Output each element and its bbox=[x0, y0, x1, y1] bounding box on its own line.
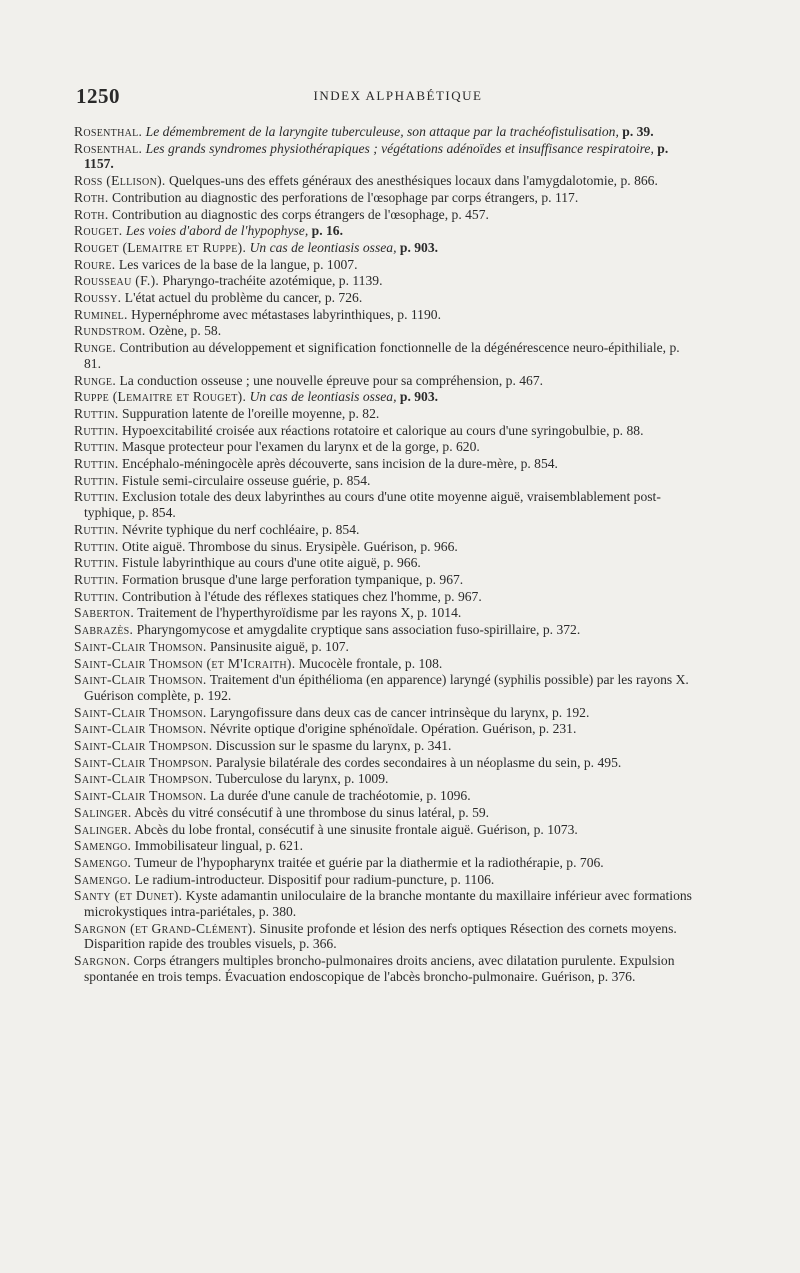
entry-author: Roussy. bbox=[74, 290, 122, 306]
entry-page: p. 620. bbox=[442, 439, 480, 455]
entry-title: Fistule semi-circulaire osseuse guérie, bbox=[121, 472, 330, 488]
entry-author: Saint-Clair Thompson. bbox=[74, 771, 213, 787]
entry-page: p. 1139. bbox=[338, 273, 383, 289]
entry-page: p. 967. bbox=[444, 588, 482, 604]
entry-page: p. 467. bbox=[505, 372, 544, 388]
entry-page: p. 380. bbox=[258, 904, 297, 920]
entry-page: p. 967. bbox=[425, 571, 464, 587]
entry-title: Paralysie bilatérale des cordes secondaires à un néoplasme du sein, bbox=[215, 754, 581, 770]
entry-author: Ruttin. bbox=[74, 405, 119, 421]
entry-title: Abcès du vitré consécutif à une thrombose du sinus latéral, bbox=[134, 804, 456, 820]
entry-author: Samengo. bbox=[74, 838, 132, 854]
entry-author: Santy (et Dunet). bbox=[74, 888, 183, 904]
entry-page: p. 376. bbox=[597, 968, 636, 984]
index-entry bbox=[74, 223, 694, 239]
entry-author: Ruppe (Lemaitre et Rouget). bbox=[74, 389, 247, 405]
entry-author: Ruttin. bbox=[74, 521, 119, 537]
entry-title: Mucocèle frontale, bbox=[298, 655, 402, 671]
entry-page: p. 117. bbox=[541, 189, 579, 205]
entry-author: Ruttin. bbox=[74, 588, 119, 604]
entry-page: p. 39. bbox=[622, 124, 654, 139]
index-entry bbox=[74, 273, 694, 289]
entry-page: p. 1073. bbox=[533, 821, 578, 837]
index-entry bbox=[74, 240, 694, 256]
entry-author: Ruttin. bbox=[74, 555, 119, 571]
entry-page: p. 966. bbox=[420, 538, 458, 554]
entry-author: Saint-Clair Thomson. bbox=[74, 638, 207, 654]
entry-title: Fistule labyrinthique au cours d'une otite aiguë, bbox=[121, 555, 380, 571]
index-entry bbox=[74, 855, 694, 871]
index-entry bbox=[74, 872, 694, 888]
entry-author: Saint-Clair Thomson. bbox=[74, 788, 207, 804]
entry-page: p. 366. bbox=[299, 936, 337, 952]
entry-title: Discussion sur le spasme du larynx, bbox=[215, 738, 411, 754]
index-entry bbox=[74, 124, 694, 140]
index-entry bbox=[74, 141, 694, 172]
entry-author: Ruttin. bbox=[74, 456, 119, 472]
entry-page: p. 1190. bbox=[397, 306, 441, 322]
index-entry bbox=[74, 406, 694, 422]
entry-title: Corps étrangers multiples broncho-pulmonaires droits anciens, avec dilatation purulente. Expulsion spontanée en trois temps. Évacuation endoscopique de l'abcès broncho-pulmonaire. Guérison, bbox=[84, 953, 675, 984]
entry-author: Rosenthal. bbox=[74, 140, 143, 156]
entry-author: Ruttin. bbox=[74, 538, 119, 554]
index-entry bbox=[74, 456, 694, 472]
entry-title: Traitement de l'hyperthyroïdisme par les rayons X, bbox=[137, 605, 414, 621]
entry-page: p. 16. bbox=[311, 223, 343, 239]
index-entry bbox=[74, 522, 694, 538]
entry-page: p. 726. bbox=[324, 290, 363, 306]
entry-author: Samengo. bbox=[74, 854, 132, 870]
entry-title: Ozène, bbox=[149, 323, 188, 339]
entry-page: p. 58. bbox=[190, 323, 222, 339]
entry-title: Tuberculose du larynx, bbox=[215, 771, 341, 787]
entry-author: Salinger. bbox=[74, 821, 132, 837]
entry-author: Rousseau (F.). bbox=[74, 273, 160, 289]
entry-author: Sargnon (et Grand-Clément). bbox=[74, 920, 257, 936]
entry-title: Pharyngo-trachéite azotémique, bbox=[162, 273, 336, 289]
index-entry bbox=[74, 555, 694, 571]
index-entry bbox=[74, 639, 694, 655]
entry-page: p. 231. bbox=[538, 721, 577, 737]
entry-title: Contribution au diagnostic des corps étrangers de l'œsophage, bbox=[111, 206, 449, 222]
entry-title: Quelques-uns des effets généraux des anesthésiques locaux dans l'amygdalotomie, bbox=[169, 173, 618, 189]
entry-author: Samengo. bbox=[74, 871, 132, 887]
index-entries bbox=[74, 124, 694, 986]
entry-title: Le démembrement de la laryngite tuberculeuse, son attaque par la trachéofistulisation, bbox=[145, 124, 619, 139]
entry-author: Sargnon. bbox=[74, 953, 131, 969]
entry-title: Tumeur de l'hypopharynx traitée et guérie par la diathermie et la radiothérapie, bbox=[134, 854, 563, 870]
entry-title: Otite aiguë. Thrombose du sinus. Erysipèle. Guérison, bbox=[121, 538, 417, 554]
entry-page: p. 372. bbox=[542, 622, 581, 638]
index-entry bbox=[74, 323, 694, 339]
index-entry bbox=[74, 622, 694, 638]
entry-author: Runge. bbox=[74, 340, 117, 356]
entry-title: Kyste adamantin uniloculaire de la branche montante du maxillaire inférieur avec formations microkystiques intra-pariétales, bbox=[84, 888, 692, 920]
index-entry bbox=[74, 572, 694, 588]
index-entry bbox=[74, 307, 694, 323]
entry-page: p. 1009. bbox=[344, 771, 389, 787]
entry-author: Saint-Clair Thomson. bbox=[74, 672, 207, 688]
entry-author: Saint-Clair Thomson. bbox=[74, 704, 207, 720]
index-entry bbox=[74, 257, 694, 273]
entry-page: p. 706. bbox=[566, 854, 604, 870]
entry-title: Exclusion totale des deux labyrinthes au cours d'une otite moyenne aiguë, vraisemblablement post-typhique, bbox=[84, 489, 661, 521]
entry-author: Ruttin. bbox=[74, 439, 119, 455]
entry-author: Rouget (Lemaitre et Ruppe). bbox=[74, 239, 247, 255]
index-entry bbox=[74, 190, 694, 206]
entry-page: p. 1014. bbox=[417, 605, 462, 621]
entry-page: p. 1106. bbox=[450, 871, 495, 887]
entry-page: p. 1007. bbox=[313, 256, 358, 272]
entry-title: Immobilisateur lingual, bbox=[134, 838, 263, 854]
entry-title: Suppuration latente de l'oreille moyenne, bbox=[121, 405, 346, 421]
entry-author: Roth. bbox=[74, 206, 109, 222]
entry-title: Hypoexcitabilité croisée aux réactions rotatoire et calorique au cours d'une syringobulbie, bbox=[121, 422, 610, 438]
index-entry bbox=[74, 705, 694, 721]
entry-page: p. 192. bbox=[193, 687, 232, 703]
entry-page: p. 192. bbox=[551, 704, 590, 720]
entry-title: L'état actuel du problème du cancer, bbox=[124, 290, 322, 306]
entry-author: Saint-Clair Thomson. bbox=[74, 721, 207, 737]
entry-author: Roth. bbox=[74, 189, 109, 205]
entry-title: Le radium-introducteur. Dispositif pour radium-puncture, bbox=[134, 871, 448, 887]
entry-title: Névrite typhique du nerf cochléaire, bbox=[121, 521, 319, 537]
index-entry bbox=[74, 672, 694, 703]
entry-title: Laryngofissure dans deux cas de cancer intrinsèque du larynx, bbox=[209, 704, 549, 720]
entry-author: Ruttin. bbox=[74, 571, 119, 587]
index-entry bbox=[74, 771, 694, 787]
entry-title: Hypernéphrome avec métastases labyrinthiques, bbox=[131, 306, 394, 322]
entry-author: Ruttin. bbox=[74, 422, 119, 438]
index-entry bbox=[74, 423, 694, 439]
entry-title: Abcès du lobe frontal, consécutif à une sinusite frontale aiguë. Guérison, bbox=[134, 821, 531, 837]
index-entry bbox=[74, 539, 694, 555]
entry-page: p. 854. bbox=[322, 521, 360, 537]
entry-title: Les varices de la base de la langue, bbox=[118, 256, 310, 272]
entry-page: p. 495. bbox=[583, 754, 622, 770]
entry-page: p. 1096. bbox=[426, 788, 471, 804]
entry-page: p. 903. bbox=[399, 239, 439, 255]
entry-author: Roure. bbox=[74, 256, 116, 272]
entry-title: Contribution au développement et signification fonctionnelle de la dégénérescence neuro-épithiliale, bbox=[119, 340, 667, 356]
entry-author: Ruttin. bbox=[74, 472, 119, 488]
index-entry bbox=[74, 921, 694, 952]
index-entry bbox=[74, 340, 694, 371]
entry-title: Traitement d'un épithélioma (en apparence) laryngé (syphilis possible) par les rayons X. Guérison complète, bbox=[84, 672, 689, 703]
entry-title: Un cas de leontiasis ossea, bbox=[249, 239, 397, 255]
entry-page: p. 59. bbox=[458, 804, 490, 820]
entry-title: Contribution au diagnostic des perforations de l'œsophage par corps étrangers, bbox=[111, 189, 538, 205]
entry-title: Encéphalo-méningocèle après découverte, sans incision de la dure-mère, bbox=[121, 456, 518, 472]
entry-author: Salinger. bbox=[74, 804, 132, 820]
entry-author: Saint-Clair Thompson. bbox=[74, 754, 213, 770]
entry-page: p. 88. bbox=[612, 422, 644, 438]
entry-author: Saint-Clair Thomson (et M'Icraith). bbox=[74, 655, 296, 671]
entry-author: Ross (Ellison). bbox=[74, 173, 166, 189]
entry-title: Pharyngomycose et amygdalite cryptique sans association fuso-spirillaire, bbox=[136, 622, 540, 638]
entry-title: La conduction osseuse ; une nouvelle épreuve pour sa compréhension, bbox=[119, 372, 503, 388]
entry-page: p. 341. bbox=[414, 738, 452, 754]
index-entry bbox=[74, 489, 694, 520]
entry-page: p. 621. bbox=[265, 838, 304, 854]
entry-page: p. 108. bbox=[404, 655, 443, 671]
entry-page: p. 82. bbox=[348, 405, 380, 421]
index-entry bbox=[74, 173, 694, 189]
index-entry bbox=[74, 888, 694, 919]
page-number: 1250 bbox=[76, 84, 120, 108]
entry-author: Rundstrom. bbox=[74, 323, 146, 339]
index-entry bbox=[74, 389, 694, 405]
index-entry bbox=[74, 953, 694, 984]
entry-page: p. 81. bbox=[84, 340, 680, 371]
entry-title: Sinusite profonde et lésion des nerfs optiques Résection des cornets moyens. Disparition rapide des troubles visuels, bbox=[84, 920, 677, 952]
entry-author: Rosenthal. bbox=[74, 124, 143, 139]
index-entry bbox=[74, 589, 694, 605]
entry-title: La durée d'une canule de trachéotomie, bbox=[209, 788, 424, 804]
entry-author: Rouget. bbox=[74, 223, 123, 239]
entry-page: p. 457. bbox=[451, 206, 489, 222]
index-entry bbox=[74, 788, 694, 804]
index-entry bbox=[74, 755, 694, 771]
entry-author: Ruttin. bbox=[74, 489, 119, 505]
entry-author: Runge. bbox=[74, 372, 117, 388]
entry-title: Les grands syndromes physiothérapiques ; végétations adénoïdes et insuffisance respiratoire, bbox=[145, 140, 654, 156]
index-entry bbox=[74, 439, 694, 455]
entry-page: p. 854. bbox=[333, 472, 371, 488]
index-entry bbox=[74, 738, 694, 754]
entry-author: Ruminel. bbox=[74, 306, 128, 322]
page-header bbox=[76, 84, 720, 108]
entry-title: Formation brusque d'une large perforation tympanique, bbox=[121, 571, 423, 587]
index-entry bbox=[74, 656, 694, 672]
entry-page: p. 854. bbox=[520, 456, 558, 472]
entry-title: Névrite optique d'origine sphénoïdale. Opération. Guérison, bbox=[209, 721, 536, 737]
index-entry bbox=[74, 373, 694, 389]
entry-page: p. 1157. bbox=[84, 140, 669, 172]
index-entry bbox=[74, 805, 694, 821]
index-entry bbox=[74, 473, 694, 489]
entry-author: Saint-Clair Thompson. bbox=[74, 738, 213, 754]
index-entry bbox=[74, 290, 694, 306]
entry-title: Masque protecteur pour l'examen du larynx et de la gorge, bbox=[121, 439, 439, 455]
entry-page: p. 903. bbox=[399, 389, 439, 405]
entry-title: Un cas de leontiasis ossea, bbox=[249, 389, 397, 405]
entry-title: Pansinusite aiguë, bbox=[209, 638, 309, 654]
entry-page: p. 966. bbox=[383, 555, 421, 571]
index-entry bbox=[74, 605, 694, 621]
entry-page: p. 854. bbox=[138, 505, 176, 521]
index-entry bbox=[74, 822, 694, 838]
entry-title: Les voies d'abord de l'hypophyse, bbox=[125, 223, 309, 239]
entry-author: Saberton. bbox=[74, 605, 135, 621]
entry-page: p. 107. bbox=[311, 638, 349, 654]
index-entry bbox=[74, 207, 694, 223]
index-entry bbox=[74, 721, 694, 737]
running-head: INDEX ALPHABÉTIQUE bbox=[313, 88, 483, 103]
entry-title: Contribution à l'étude des réflexes statiques chez l'homme, bbox=[121, 588, 441, 604]
entry-page: p. 866. bbox=[620, 173, 658, 189]
index-entry bbox=[74, 838, 694, 854]
entry-author: Sabrazès. bbox=[74, 622, 134, 638]
